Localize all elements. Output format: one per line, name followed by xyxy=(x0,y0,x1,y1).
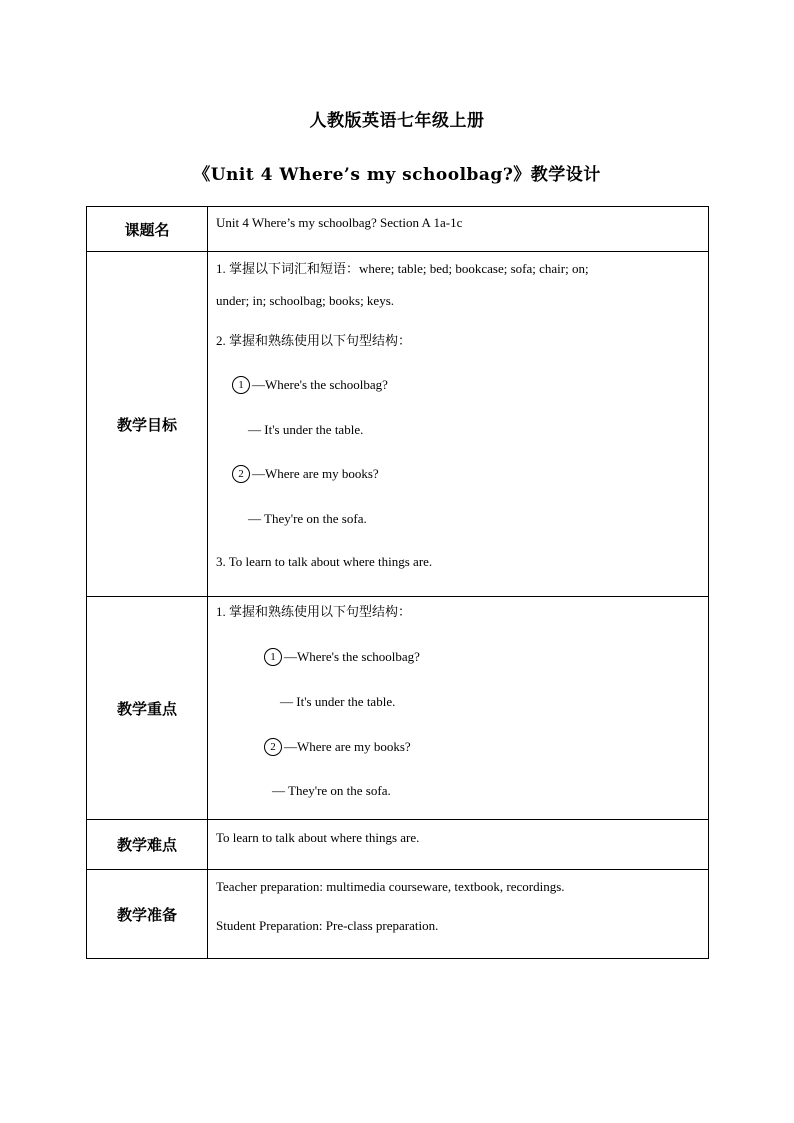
document-subtitle: 《Unit 4 Where’s my schoolbag?》教学设计 xyxy=(193,165,601,185)
key-points-answer-1: — It's under the table. xyxy=(280,694,396,709)
cell-key-points xyxy=(208,597,709,820)
circled-number-1: 1 xyxy=(264,648,282,666)
lesson-plan-table xyxy=(86,206,709,959)
label-topic: 课题名 xyxy=(87,207,208,252)
preparation-teacher: Teacher preparation: multimedia courseware, textbook, recordings. xyxy=(216,879,565,894)
key-points-q2-text: —Where are my books? xyxy=(284,739,411,754)
circled-number-1: 1 xyxy=(232,376,250,394)
objectives-q1-text: —Where's the schoolbag? xyxy=(252,377,388,392)
circled-number-2: 2 xyxy=(232,465,250,483)
key-points-line-1: 1. 掌握和熟练使用以下句型结构： xyxy=(216,604,412,619)
table-row-topic xyxy=(87,207,709,252)
objectives-answer-2: — They're on the sofa. xyxy=(248,511,367,526)
preparation-student: Student Preparation: Pre-class preparation. xyxy=(216,918,439,933)
cell-preparation xyxy=(208,870,709,959)
document-title: 人教版英语七年级上册 xyxy=(309,111,485,131)
objectives-question-1 xyxy=(216,370,708,415)
circled-number-2: 2 xyxy=(264,738,282,756)
key-points-q1-text: —Where's the schoolbag? xyxy=(284,649,420,664)
table-row-preparation xyxy=(87,870,709,959)
table-row-key-points xyxy=(87,597,709,820)
objectives-answer-1: — It's under the table. xyxy=(248,422,364,437)
key-points-answer-2: — They're on the sofa. xyxy=(272,783,391,798)
cell-difficulties xyxy=(208,820,709,870)
label-preparation: 教学准备 xyxy=(87,870,208,959)
objectives-line-1: 1. 掌握以下词汇和短语：where; table; bed; bookcase; sofa; chair; on; xyxy=(216,261,589,276)
label-key-points: 教学重点 xyxy=(87,597,208,820)
key-points-question-1 xyxy=(216,631,708,676)
label-difficulties: 教学难点 xyxy=(87,820,208,870)
cell-objectives xyxy=(208,252,709,597)
key-points-question-2 xyxy=(216,721,708,765)
table-row-objectives xyxy=(87,252,709,597)
objectives-q2-text: —Where are my books? xyxy=(252,466,379,481)
objectives-line-3: 2. 掌握和熟练使用以下句型结构： xyxy=(216,333,412,348)
table-row-difficulties xyxy=(87,820,709,870)
objectives-line-8: 3. To learn to talk about where things are. xyxy=(216,554,433,569)
topic-text: Unit 4 Where’s my schoolbag? Section A 1a-1c xyxy=(216,215,463,230)
objectives-question-2 xyxy=(216,459,708,504)
label-objectives: 教学目标 xyxy=(87,252,208,597)
objectives-line-2: under; in; schoolbag; books; keys. xyxy=(216,293,395,308)
cell-topic xyxy=(208,207,709,252)
difficulties-text: To learn to talk about where things are. xyxy=(216,830,420,845)
